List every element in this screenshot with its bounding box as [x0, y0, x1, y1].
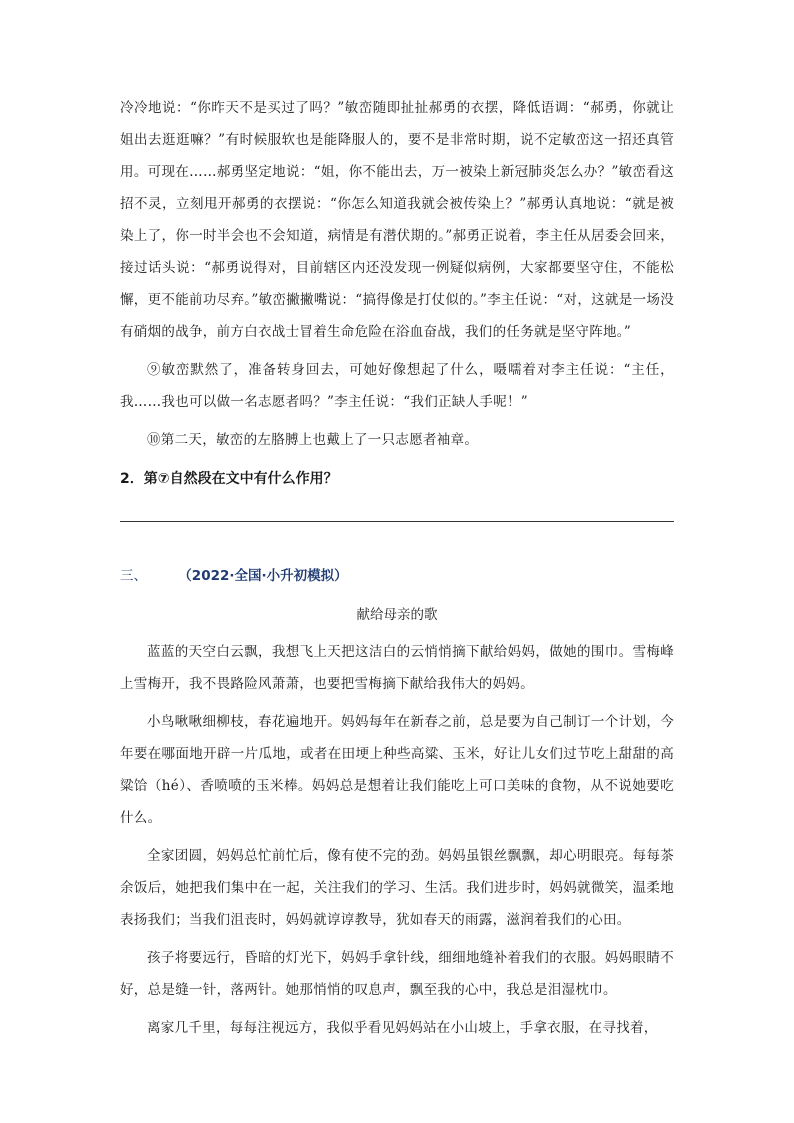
answer-line[interactable]	[120, 520, 674, 522]
article-paragraph: 孩子将要远行，昏暗的灯光下，妈妈手拿针线，细细地缝补着我们的衣服。妈妈眼睛不好，总是缝一针，落两针。她那悄悄的叹息声，飘至我的心中，我总是泪湿枕巾。	[120, 950, 674, 998]
article-paragraph: 离家几千里，每每注视远方，我似乎看见妈妈站在小山坡上，手拿衣服，在寻找着，	[147, 1020, 658, 1036]
article-paragraph: 全家团圆，妈妈总忙前忙后，像有使不完的劲。妈妈虽银丝飘飘，却心明眼亮。每每茶余饭后，她把我们集中在一起，关注我们的学习、生活。我们进步时，妈妈就微笑，温柔地表扬我们；当我们沮丧时，妈妈就谆谆教导，犹如春天的雨露，滋润着我们的心田。	[120, 848, 674, 928]
passage-paragraph-continued: 冷冷地说：“你昨天不是买过了吗？”敏峦随即扯扯郝勇的衣摆，降低语调：“郝勇，你就让姐出去逛逛嘛？”有时候服软也是能降服人的，要不是非常时期，说不定敏峦这一招还真管用。可现在……郝勇坚定地说：“姐，你不能出去，万一被染上新冠肺炎怎么办？”敏峦看这招不灵，立刻甩开郝勇的衣摆说：“你怎么知道我就会被传染上？”郝勇认真地说：“就是被染上了，你一时半会也不会知道，病情是有潜伏期的。”郝勇正说着，李主任从居委会回来，接过话头说：“郝勇说得对，目前辖区内还没发现一例疑似病例，大家都要坚守住，不能松懈，更不能前功尽弃。”敏峦撇撇嘴说：“搞得像是打仗似的。”李主任说：“对，这就是一场没有硝烟的战争，前方白衣战士冒着生命危险在浴血奋战，我们的任务就是坚守阵地。”	[120, 100, 674, 340]
section-number: 三、	[120, 568, 147, 584]
section-source: （2022·全国·小升初模拟）	[178, 568, 348, 584]
article-paragraph: 蓝蓝的天空白云飘，我想飞上天把这洁白的云悄悄摘下献给妈妈，做她的围巾。雪梅峰上雪梅开，我不畏路险风萧萧，也要把雪梅摘下献给我伟大的妈妈。	[120, 644, 674, 692]
question-2: 2．第⑦自然段在文中有什么作用？	[120, 471, 338, 487]
article-paragraph: 小鸟啾啾细柳枝，春花遍地开。妈妈每年在新春之前，总是要为自己制订一个计划，今年要在哪面地开辟一片瓜地，或者在田埂上种些高粱、玉米，好让儿女们过节吃上甜甜的高粱饸（hé）、香喷喷的玉米棒。妈妈总是想着让我们能吃上可口美味的食物，从不说她要吃什么。	[120, 714, 674, 826]
page-content	[120, 92, 674, 1044]
section-3-header	[120, 562, 674, 590]
article-title: 献给母亲的歌	[356, 607, 438, 623]
passage-paragraph-9: ⑨敏峦默然了，准备转身回去，可她好像想起了什么，嗫嚅着对李主任说：“主任，我……我也可以做一名志愿者吗？”李主任说：“我们正缺人手呢！”	[120, 362, 674, 410]
passage-paragraph-10: ⑩第二天，敏峦的左胳膊上也戴上了一只志愿者袖章。	[147, 432, 479, 448]
